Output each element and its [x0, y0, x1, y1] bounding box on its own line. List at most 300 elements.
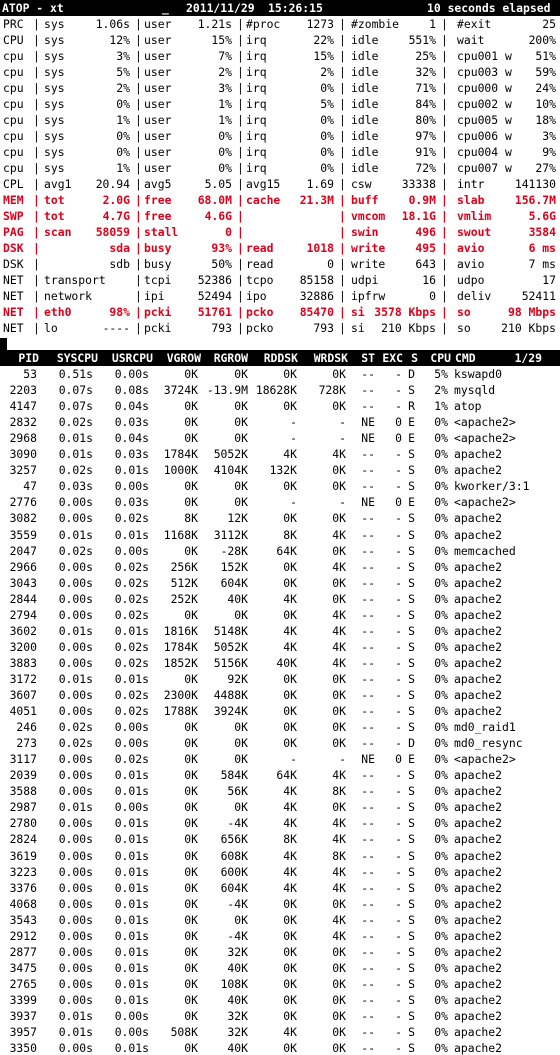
process-pid: 2047: [9, 543, 37, 558]
process-row[interactable]: [0, 591, 560, 607]
process-usrcpu: 0.02s: [114, 655, 149, 670]
metric-value: 0%: [116, 129, 130, 143]
process-syscpu: 0.02s: [58, 463, 93, 478]
column-separator: |: [135, 65, 142, 79]
process-row[interactable]: [0, 623, 560, 639]
process-st: --: [361, 559, 375, 574]
process-st: --: [361, 367, 375, 381]
process-rgrow: 656K: [220, 832, 248, 847]
process-rddsk: 4K: [283, 816, 297, 831]
process-rddsk: 0K: [283, 1009, 297, 1023]
system-line-cpu: [0, 32, 560, 48]
process-vgrow: 1784K: [163, 639, 198, 654]
process-row[interactable]: [0, 382, 560, 398]
process-rddsk: 0K: [283, 511, 297, 526]
process-wrdsk: 0K: [332, 1025, 346, 1040]
process-s: S: [408, 704, 415, 719]
process-exc: -: [395, 832, 402, 847]
metric-value: 97%: [415, 129, 436, 143]
process-rgrow: 40K: [227, 960, 248, 975]
column-separator: |: [339, 289, 346, 303]
system-line-cpu: [0, 96, 560, 112]
metric-name: write: [351, 241, 386, 255]
metric-name: user: [144, 17, 172, 31]
process-row[interactable]: [0, 831, 560, 847]
process-cpu: 0%: [434, 1041, 448, 1055]
metric-name: pcki: [144, 305, 172, 319]
process-row[interactable]: [0, 735, 560, 751]
column-header-st[interactable]: ST: [361, 351, 375, 365]
metric-name: idle: [351, 81, 379, 95]
process-s: S: [408, 463, 415, 478]
column-separator: |: [441, 81, 448, 95]
process-exc: -: [395, 784, 402, 799]
column-header-syscpu[interactable]: SYSCPU: [56, 351, 98, 365]
process-cmd: <apache2>: [454, 415, 516, 430]
process-exc: -: [395, 383, 402, 398]
metric-name: sys: [44, 129, 65, 143]
process-syscpu: 0.00s: [58, 880, 93, 895]
process-cpu: 0%: [434, 720, 448, 735]
header-title: ATOP - xt: [2, 1, 64, 15]
system-line-cpu: [0, 160, 560, 176]
line-label: PRC: [3, 17, 24, 31]
metric-value: 24%: [535, 81, 556, 95]
process-cpu: 0%: [434, 944, 448, 959]
metric-value: 0: [429, 289, 436, 303]
process-cpu: 1%: [434, 399, 448, 414]
process-pid: 3223: [9, 864, 37, 879]
process-row[interactable]: [0, 896, 560, 912]
process-row[interactable]: [0, 607, 560, 623]
process-usrcpu: 0.01s: [114, 623, 149, 638]
process-row[interactable]: [0, 960, 560, 976]
process-s: S: [408, 607, 415, 622]
metric-value: 80%: [415, 113, 436, 127]
process-usrcpu: 0.01s: [114, 880, 149, 895]
process-s: S: [408, 447, 415, 462]
metric-value: 0.9M: [408, 193, 436, 207]
process-row[interactable]: [0, 912, 560, 928]
process-cpu: 0%: [434, 511, 448, 526]
process-row[interactable]: [0, 366, 560, 382]
metric-value: 51%: [535, 49, 556, 63]
column-separator: |: [339, 177, 346, 191]
process-wrdsk: 0K: [332, 944, 346, 959]
column-separator: |: [33, 177, 40, 191]
process-rgrow: 0K: [234, 367, 248, 381]
process-usrcpu: 0.00s: [114, 1009, 149, 1023]
process-row[interactable]: [0, 880, 560, 896]
metric-value: 5%: [320, 97, 334, 111]
process-row[interactable]: [0, 430, 560, 446]
column-separator: |: [237, 17, 244, 31]
process-st: --: [361, 816, 375, 831]
process-s: S: [408, 688, 415, 702]
process-row[interactable]: [0, 462, 560, 478]
process-row[interactable]: [0, 976, 560, 992]
process-row[interactable]: [0, 799, 560, 815]
process-syscpu: 0.00s: [58, 960, 93, 975]
process-row[interactable]: [0, 575, 560, 591]
line-label: DSK: [3, 257, 24, 271]
process-usrcpu: 0.01s: [114, 1041, 149, 1055]
metric-value: 793: [313, 321, 334, 335]
process-cmd: apache2: [454, 992, 503, 1007]
column-separator: |: [135, 257, 142, 271]
process-rddsk: 0K: [283, 607, 297, 622]
column-separator: |: [33, 49, 40, 63]
column-separator: |: [135, 209, 142, 223]
process-vgrow: 3724K: [163, 383, 198, 398]
process-st: --: [361, 399, 375, 414]
process-rgrow: 4104K: [213, 463, 248, 478]
process-row[interactable]: [0, 494, 560, 510]
process-st: --: [361, 928, 375, 943]
process-st: --: [361, 704, 375, 719]
column-separator: |: [441, 161, 448, 175]
process-wrdsk: 0K: [332, 1041, 346, 1055]
column-header-rddsk[interactable]: RDDSK: [263, 351, 298, 365]
metric-value: 72%: [415, 161, 436, 175]
process-rgrow: 5052K: [213, 447, 248, 462]
column-separator: |: [135, 97, 142, 111]
process-st: --: [361, 896, 375, 911]
process-cmd: md0_resync: [454, 736, 523, 751]
process-exc: -: [395, 1041, 402, 1055]
column-header-usrcpu[interactable]: USRCPU: [111, 351, 153, 365]
metric-value: 5.6G: [528, 209, 556, 223]
metric-value: 85158: [299, 273, 334, 287]
process-pid: 3937: [9, 1009, 37, 1023]
metric-name: sys: [44, 17, 65, 31]
process-row[interactable]: [0, 414, 560, 430]
process-vgrow: 0K: [184, 367, 198, 381]
column-separator: |: [441, 289, 448, 303]
column-separator: |: [441, 241, 448, 255]
metric-value: 25: [542, 17, 556, 31]
process-st: --: [361, 1025, 375, 1040]
metric-value: 16: [422, 273, 436, 287]
process-rddsk: 4K: [283, 1025, 297, 1040]
process-usrcpu: 0.02s: [114, 511, 149, 526]
process-rgrow: -4K: [227, 816, 248, 831]
line-label: NET: [3, 321, 24, 335]
metric-name: csw: [351, 177, 372, 191]
metric-value: 0%: [320, 145, 334, 159]
process-wrdsk: 0K: [332, 591, 346, 606]
process-s: S: [408, 1025, 415, 1040]
process-row[interactable]: [0, 559, 560, 575]
process-wrdsk: 0K: [332, 704, 346, 719]
process-syscpu: 0.00s: [58, 688, 93, 702]
process-st: --: [361, 832, 375, 847]
process-vgrow: 2300K: [163, 688, 198, 702]
metric-name: irq: [246, 113, 267, 127]
process-row[interactable]: [0, 767, 560, 783]
process-usrcpu: 0.00s: [114, 800, 149, 815]
process-syscpu: 0.00s: [58, 896, 93, 911]
process-st: --: [361, 720, 375, 735]
process-cmd: <apache2>: [454, 495, 516, 510]
process-vgrow: 0K: [184, 720, 198, 735]
process-row[interactable]: [0, 783, 560, 799]
process-vgrow: 0K: [184, 896, 198, 911]
column-header-pid[interactable]: PID: [18, 351, 39, 365]
process-exc: -: [395, 511, 402, 526]
system-line-pag: [0, 224, 560, 240]
process-cmd: apache2: [454, 511, 503, 526]
metric-value: 1: [429, 17, 436, 31]
process-pid: 3117: [9, 752, 37, 767]
process-syscpu: 0.00s: [58, 832, 93, 847]
metric-name: swin: [351, 225, 379, 239]
process-st: --: [361, 960, 375, 975]
process-st: --: [361, 543, 375, 558]
process-pid: 2824: [9, 832, 37, 847]
process-exc: 0: [395, 495, 402, 510]
process-row[interactable]: [0, 1040, 560, 1055]
process-syscpu: 0.00s: [58, 1041, 93, 1055]
process-row[interactable]: [0, 543, 560, 559]
page-indicator: 1/29: [514, 351, 542, 365]
process-s: S: [408, 559, 415, 574]
process-row[interactable]: [0, 655, 560, 671]
process-row[interactable]: [0, 703, 560, 719]
metric-value: 156.7M: [514, 193, 556, 207]
process-st: --: [361, 1009, 375, 1023]
column-header-s[interactable]: S: [411, 351, 418, 365]
column-separator: |: [339, 17, 346, 31]
process-rgrow: 0K: [234, 752, 248, 767]
process-row[interactable]: [0, 671, 560, 687]
process-wrdsk: 4K: [332, 655, 346, 670]
process-usrcpu: 0.01s: [114, 768, 149, 783]
process-row[interactable]: [0, 510, 560, 526]
column-header-rgrow[interactable]: RGROW: [213, 351, 248, 365]
process-syscpu: 0.00s: [58, 848, 93, 863]
process-st: --: [361, 479, 375, 494]
process-exc: -: [395, 639, 402, 654]
system-line-prc: [0, 16, 560, 32]
metric-name: idle: [351, 65, 379, 79]
column-separator: |: [441, 33, 448, 47]
process-usrcpu: 0.03s: [114, 495, 149, 510]
process-rgrow: 608K: [220, 848, 248, 863]
process-syscpu: 0.00s: [58, 639, 93, 654]
process-usrcpu: 0.01s: [114, 944, 149, 959]
process-s: E: [408, 431, 415, 446]
process-cpu: 0%: [434, 704, 448, 719]
process-st: --: [361, 976, 375, 991]
process-row[interactable]: [0, 1024, 560, 1040]
process-rddsk: 4K: [283, 848, 297, 863]
process-s: S: [408, 896, 415, 911]
process-row[interactable]: [0, 944, 560, 960]
metric-value: 12%: [109, 33, 130, 47]
metric-name: cpu001 w: [457, 49, 512, 63]
column-separator: |: [237, 145, 244, 159]
process-cpu: 0%: [434, 591, 448, 606]
process-pid: 3043: [9, 575, 37, 590]
column-separator: |: [339, 225, 346, 239]
header-bar: [0, 0, 560, 16]
process-rddsk: 0K: [283, 688, 297, 702]
process-cmd: apache2: [454, 976, 503, 991]
process-cpu: 0%: [434, 543, 448, 558]
process-wrdsk: 0K: [332, 992, 346, 1007]
process-s: S: [408, 912, 415, 927]
process-pid: 4051: [9, 704, 37, 719]
metric-name: idle: [351, 145, 379, 159]
process-vgrow: 252K: [170, 591, 198, 606]
process-wrdsk: 0K: [332, 1009, 346, 1023]
process-usrcpu: 0.00s: [114, 736, 149, 751]
metric-value: 3%: [218, 81, 232, 95]
line-label: CPU: [3, 33, 24, 47]
process-rddsk: -: [290, 415, 297, 430]
process-vgrow: 0K: [184, 736, 198, 751]
column-header-vgrow[interactable]: VGROW: [166, 351, 201, 365]
process-row[interactable]: [0, 398, 560, 414]
process-row[interactable]: [0, 478, 560, 494]
process-rddsk: 0K: [283, 912, 297, 927]
process-rddsk: 0K: [283, 992, 297, 1007]
process-row[interactable]: [0, 751, 560, 767]
process-rddsk: 0K: [283, 575, 297, 590]
process-rgrow: 0K: [234, 800, 248, 815]
process-s: S: [408, 383, 415, 398]
process-s: S: [408, 1041, 415, 1055]
line-label: cpu: [3, 129, 24, 143]
column-header-cmd[interactable]: CMD: [455, 351, 476, 365]
process-cpu: 0%: [434, 575, 448, 590]
process-exc: -: [395, 1009, 402, 1023]
process-s: S: [408, 944, 415, 959]
process-vgrow: 0K: [184, 992, 198, 1007]
process-s: S: [408, 527, 415, 542]
process-row[interactable]: [0, 992, 560, 1008]
process-cmd: apache2: [454, 816, 503, 831]
process-syscpu: 0.00s: [58, 704, 93, 719]
metric-value: 52386: [197, 273, 232, 287]
process-row[interactable]: [0, 1008, 560, 1024]
column-header-wrdsk[interactable]: WRDSK: [313, 351, 348, 365]
column-separator: |: [339, 193, 346, 207]
metric-name: deliv: [457, 289, 492, 303]
column-separator: |: [339, 113, 346, 127]
process-cpu: 0%: [434, 495, 448, 510]
process-vgrow: 508K: [170, 1025, 198, 1040]
process-st: --: [361, 639, 375, 654]
process-row[interactable]: [0, 815, 560, 831]
process-pid: 47: [23, 479, 37, 494]
process-wrdsk: 8K: [332, 784, 346, 799]
process-rgrow: 40K: [227, 591, 248, 606]
column-separator: |: [237, 209, 244, 223]
process-usrcpu: 0.01s: [114, 784, 149, 799]
metric-name: tot: [44, 193, 65, 207]
metric-name: free: [144, 209, 172, 223]
process-cmd: apache2: [454, 784, 503, 799]
process-cmd: apache2: [454, 607, 503, 622]
process-rgrow: 0K: [234, 912, 248, 927]
process-s: S: [408, 816, 415, 831]
metric-name: irq: [246, 161, 267, 175]
metric-name: sys: [44, 81, 65, 95]
metric-name: cpu007 w: [457, 161, 512, 175]
process-s: S: [408, 543, 415, 558]
metric-value: 59%: [535, 65, 556, 79]
metric-value: sda: [109, 241, 130, 255]
process-syscpu: 0.03s: [58, 479, 93, 494]
line-label: cpu: [3, 97, 24, 111]
process-row[interactable]: [0, 639, 560, 655]
system-line-cpu: [0, 128, 560, 144]
process-usrcpu: 0.01s: [114, 912, 149, 927]
process-s: D: [408, 367, 415, 381]
column-header-cpu[interactable]: CPU: [430, 351, 451, 365]
column-separator: |: [339, 65, 346, 79]
process-s: S: [408, 784, 415, 799]
column-separator: |: [135, 273, 142, 287]
process-vgrow: 0K: [184, 816, 198, 831]
process-s: S: [408, 720, 415, 735]
metric-name: user: [144, 97, 172, 111]
process-syscpu: 0.01s: [58, 800, 93, 815]
process-row[interactable]: [0, 687, 560, 703]
process-row[interactable]: [0, 719, 560, 735]
metric-value: 1.21s: [197, 17, 232, 31]
process-row[interactable]: [0, 928, 560, 944]
process-row[interactable]: [0, 446, 560, 462]
process-wrdsk: 0K: [332, 688, 346, 702]
metric-name: eth0: [44, 305, 72, 319]
process-row[interactable]: [0, 527, 560, 543]
process-usrcpu: 0.02s: [114, 688, 149, 702]
column-separator: |: [441, 145, 448, 159]
process-st: NE: [361, 431, 375, 446]
process-syscpu: 0.02s: [58, 415, 93, 430]
metric-value: 50%: [211, 257, 232, 271]
column-separator: |: [33, 193, 40, 207]
process-cmd: apache2: [454, 575, 503, 590]
process-rddsk: 4K: [283, 880, 297, 895]
process-pid: 3607: [9, 688, 37, 702]
metric-name: irq: [246, 129, 267, 143]
line-label: cpu: [3, 81, 24, 95]
process-row[interactable]: [0, 848, 560, 864]
metric-value: 7%: [218, 49, 232, 63]
metric-value: 5.05: [204, 177, 232, 191]
process-rgrow: -28K: [220, 543, 248, 558]
process-vgrow: 0K: [184, 495, 198, 510]
process-syscpu: 0.07s: [58, 383, 93, 398]
metric-value: 1%: [116, 161, 130, 175]
process-st: --: [361, 848, 375, 863]
process-exc: -: [395, 896, 402, 911]
line-label: MEM: [3, 193, 24, 207]
column-separator: |: [339, 305, 346, 319]
process-wrdsk: 4K: [332, 768, 346, 783]
column-separator: |: [237, 273, 244, 287]
process-row[interactable]: [0, 864, 560, 880]
process-syscpu: 0.07s: [58, 399, 93, 414]
process-exc: -: [395, 559, 402, 574]
column-separator: |: [339, 273, 346, 287]
column-header-exc[interactable]: EXC: [382, 351, 403, 365]
header-underscore: _: [162, 1, 169, 15]
